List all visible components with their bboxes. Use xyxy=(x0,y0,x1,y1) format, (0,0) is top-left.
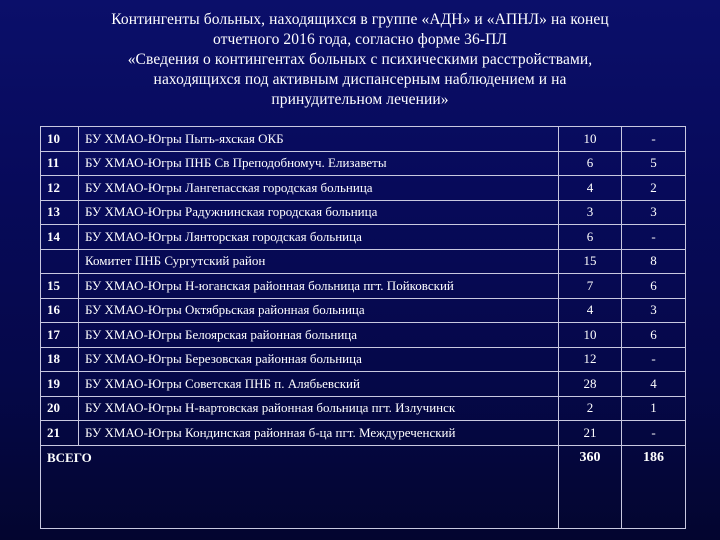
institution-name: БУ ХМАО-Югры Советская ПНБ п. Алябьевский xyxy=(79,372,559,397)
table-row xyxy=(41,372,686,397)
row-number: 15 xyxy=(41,274,79,299)
institution-name: БУ ХМАО-Югры ПНБ Св Преподобномуч. Елизаветы xyxy=(79,151,559,176)
institution-name: БУ ХМАО-Югры Лянторская городская больница xyxy=(79,225,559,250)
adn-count: 3 xyxy=(559,200,622,225)
table-row xyxy=(41,225,686,250)
table-row xyxy=(41,176,686,201)
institution-name: БУ ХМАО-Югры Кондинская районная б-ца пгт. Междуреченский xyxy=(79,421,559,446)
table-row xyxy=(41,249,686,274)
institution-name: БУ ХМАО-Югры Березовская районная больница xyxy=(79,347,559,372)
table-row xyxy=(41,151,686,176)
table-row xyxy=(41,421,686,446)
title-line: находящихся под активным диспансерным наблюдением и на xyxy=(153,71,567,88)
row-number: 21 xyxy=(41,421,79,446)
total-label: ВСЕГО xyxy=(41,445,559,528)
total-adn-count: 360 xyxy=(559,445,622,528)
institution-name: БУ ХМАО-Югры Н-вартовская районная больница пгт. Излучинск xyxy=(79,396,559,421)
total-row xyxy=(41,445,686,528)
adn-count: 6 xyxy=(559,225,622,250)
institution-name: БУ ХМАО-Югры Лангепасская городская больница xyxy=(79,176,559,201)
title-line: Контингенты больных, находящихся в группе «АДН» и «АПНЛ» на конец xyxy=(111,11,609,28)
adn-count: 7 xyxy=(559,274,622,299)
apnl-count: 5 xyxy=(622,151,686,176)
apnl-count: 8 xyxy=(622,249,686,274)
apnl-count: 2 xyxy=(622,176,686,201)
apnl-count: 1 xyxy=(622,396,686,421)
table-row xyxy=(41,323,686,348)
title-line: отчетного 2016 года, согласно форме 36-ПЛ xyxy=(212,31,508,48)
table-row xyxy=(41,274,686,299)
contingent-table xyxy=(40,126,686,529)
adn-count: 10 xyxy=(559,127,622,152)
apnl-count: 3 xyxy=(622,298,686,323)
page-title xyxy=(40,10,680,110)
apnl-count: 6 xyxy=(622,274,686,299)
row-number: 12 xyxy=(41,176,79,201)
row-number: 10 xyxy=(41,127,79,152)
apnl-count: 4 xyxy=(622,372,686,397)
row-number: 18 xyxy=(41,347,79,372)
row-number: 19 xyxy=(41,372,79,397)
row-number: 17 xyxy=(41,323,79,348)
adn-count: 10 xyxy=(559,323,622,348)
institution-name: БУ ХМАО-Югры Пыть-яхская ОКБ xyxy=(79,127,559,152)
adn-count: 4 xyxy=(559,176,622,201)
table-row xyxy=(41,396,686,421)
institution-name: БУ ХМАО-Югры Белоярская районная больница xyxy=(79,323,559,348)
total-apnl-count: 186 xyxy=(622,445,686,528)
adn-count: 28 xyxy=(559,372,622,397)
institution-name: Комитет ПНБ Сургутский район xyxy=(79,249,559,274)
adn-count: 15 xyxy=(559,249,622,274)
adn-count: 4 xyxy=(559,298,622,323)
row-number: 13 xyxy=(41,200,79,225)
adn-count: 21 xyxy=(559,421,622,446)
table-row xyxy=(41,127,686,152)
row-number xyxy=(41,249,79,274)
table-row xyxy=(41,347,686,372)
table-row xyxy=(41,298,686,323)
row-number: 11 xyxy=(41,151,79,176)
table-row xyxy=(41,200,686,225)
apnl-count: 6 xyxy=(622,323,686,348)
row-number: 20 xyxy=(41,396,79,421)
title-line: «Сведения о контингентах больных с психическими расстройствами, xyxy=(127,51,593,68)
apnl-count: - xyxy=(622,127,686,152)
row-number: 14 xyxy=(41,225,79,250)
adn-count: 6 xyxy=(559,151,622,176)
institution-name: БУ ХМАО-Югры Н-юганская районная больница пгт. Пойковский xyxy=(79,274,559,299)
adn-count: 2 xyxy=(559,396,622,421)
institution-name: БУ ХМАО-Югры Радужнинская городская больница xyxy=(79,200,559,225)
institution-name: БУ ХМАО-Югры Октябрьская районная больница xyxy=(79,298,559,323)
apnl-count: - xyxy=(622,347,686,372)
title-line: принудительном лечении» xyxy=(271,91,449,108)
apnl-count: - xyxy=(622,421,686,446)
apnl-count: 3 xyxy=(622,200,686,225)
adn-count: 12 xyxy=(559,347,622,372)
apnl-count: - xyxy=(622,225,686,250)
row-number: 16 xyxy=(41,298,79,323)
